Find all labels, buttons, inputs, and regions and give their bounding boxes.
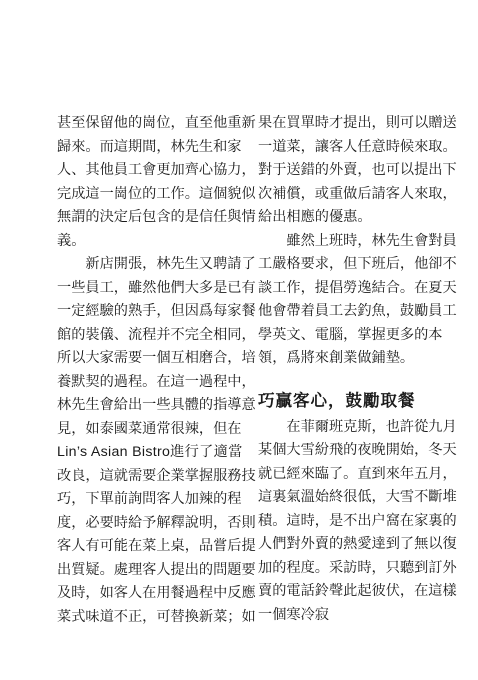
text-line: 一定經驗的熟手，但因爲每家餐 (57, 303, 256, 319)
text-line: 義。 (57, 232, 86, 249)
text-line: 無謂的決定后包含的是信任與情 (57, 209, 256, 225)
text-line: 這裏氣溫始終很低，大雪不斷堆 (258, 489, 457, 505)
right-column-lower-paragraphs (258, 416, 457, 628)
text-line: 給出相應的優惠。 (258, 209, 372, 225)
text-line: 對于送錯的外賣，也可以提出下 (258, 162, 457, 178)
text-line: 一道菜，讓客人任意時候來取。 (258, 138, 457, 155)
text-line: 賣的電話鈴聲此起彼伏，在這樣 (258, 583, 457, 599)
left-text-column (57, 112, 256, 629)
text-line: 他會帶着員工去釣魚，鼓勵員工 (258, 303, 457, 319)
text-line: 雖然上班時，林先生會對員 (258, 232, 457, 249)
text-line: 改良，這就需要企業掌握服務技 (57, 467, 256, 484)
text-line: 甚至保留他的崗位，直至他重新 (57, 115, 256, 131)
text-line: Lin’s Asian Bistro進行了適當 (57, 444, 243, 460)
text-line: 養默契的過程。在這一過程中， (57, 373, 256, 390)
text-line: 歸來。而這期間，林先生和家 (57, 138, 242, 155)
text-line: 人、其他員工會更加齊心協力， (57, 162, 256, 178)
text-line: 所以大家需要一個互相磨合，培 (57, 350, 256, 366)
text-line: 客人有可能在菜上桌，品嘗后提 (57, 538, 256, 554)
text-line: 菜式味道不正，可替換新菜；如 (57, 608, 256, 625)
right-text-column (258, 112, 457, 627)
text-line: 果在買單時才提出，則可以贈送 (258, 115, 457, 131)
text-line: 加的程度。采訪時，只聽到訂外 (258, 559, 457, 576)
right-column-upper-paragraphs (258, 112, 457, 371)
text-line: 新店開張，林先生又聘請了 (57, 256, 256, 272)
text-line: 巧，下單前詢問客人加辣的程 (57, 491, 242, 507)
section-heading: 巧贏客心，鼓勵取餐 (258, 390, 416, 410)
text-line: 完成這一崗位的工作。這個貌似 (57, 185, 256, 202)
text-line: 館的裝儀、流程并不完全相同， (57, 326, 256, 343)
text-line: 及時，如客人在用餐過程中反應 (57, 585, 256, 601)
text-line: 積。這時，是不出户窩在家裏的 (258, 512, 457, 529)
text-line: 某個大雪紛飛的夜晚開始，冬天 (258, 442, 457, 458)
text-line: 在菲爾班克斯，也許從九月 (258, 418, 457, 435)
text-line: 工嚴格要求，但下班后，他卻不 (258, 256, 457, 272)
text-line: 領，爲將來創業做鋪墊。 (258, 350, 415, 366)
text-line: 次補償，或重做后請客人來取， (258, 185, 457, 202)
text-line: 就已經來臨了。直到來年五月， (258, 465, 457, 482)
text-line: 見，如泰國菜通常很辣，但在 (57, 420, 242, 437)
text-line: 一個寒冷寂 (258, 606, 329, 623)
text-line: 人們對外賣的熱愛達到了無以復 (258, 536, 457, 552)
text-line: 出質疑。處理客人提出的問題要 (57, 561, 256, 578)
text-line: 林先生會給出一些具體的指導意 (57, 397, 256, 413)
text-line: 一些員工，雖然他們大多是已有 (57, 279, 256, 296)
text-line: 談工作，提倡勞逸結合。在夏天 (258, 279, 457, 296)
text-line: 度，必要時給予解釋說明，否則 (57, 514, 256, 531)
text-line: 學英文、電腦，掌握更多的本 (258, 326, 443, 343)
